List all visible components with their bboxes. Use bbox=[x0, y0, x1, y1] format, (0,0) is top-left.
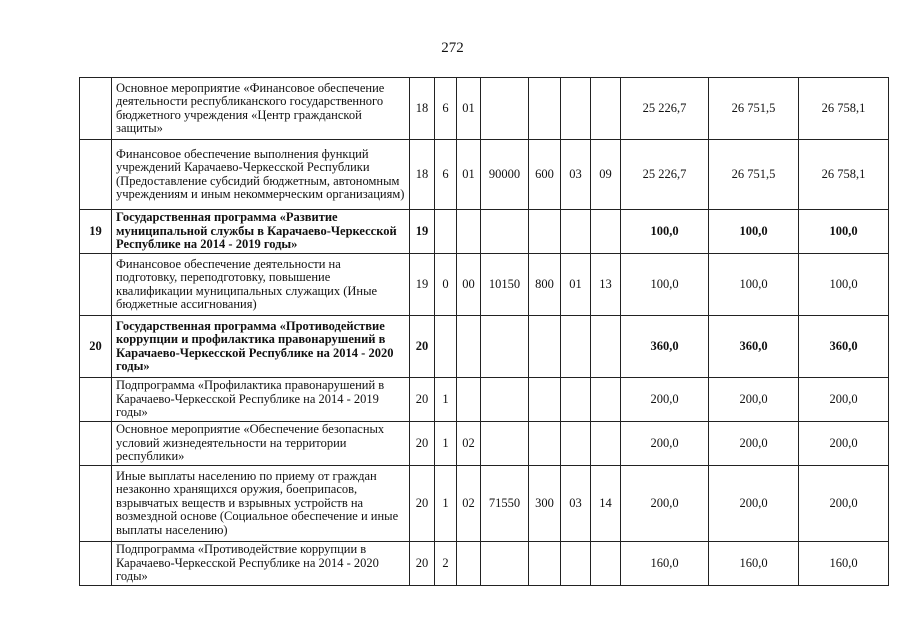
program-code-cell: 18 bbox=[410, 140, 435, 210]
row-number-cell bbox=[80, 78, 112, 140]
section-cell bbox=[561, 422, 591, 466]
program-name-cell: Государственная программа «Противодействие коррупции и профилактика правонарушений в Карачаево-Черкесской Республике на 2014 - 2020 годы» bbox=[112, 316, 410, 378]
section-cell: 01 bbox=[561, 254, 591, 316]
program-code-cell: 19 bbox=[410, 210, 435, 254]
amount-year1-cell: 360,0 bbox=[621, 316, 709, 378]
subsection-cell: 09 bbox=[591, 140, 621, 210]
program-code-cell: 20 bbox=[410, 422, 435, 466]
amount-year1-cell: 100,0 bbox=[621, 210, 709, 254]
amount-year2-cell: 100,0 bbox=[709, 210, 799, 254]
direction-code-cell bbox=[481, 378, 529, 422]
amount-year1-cell: 100,0 bbox=[621, 254, 709, 316]
subsection-cell: 13 bbox=[591, 254, 621, 316]
amount-year3-cell: 200,0 bbox=[799, 466, 889, 542]
amount-year2-cell: 200,0 bbox=[709, 466, 799, 542]
subsection-cell bbox=[591, 210, 621, 254]
program-code-cell: 20 bbox=[410, 542, 435, 586]
program-name-cell: Подпрограмма «Противодействие коррупции в Карачаево-Черкесской Республике на 2014 - 2020 годы» bbox=[112, 542, 410, 586]
row-number-cell: 20 bbox=[80, 316, 112, 378]
section-cell: 03 bbox=[561, 140, 591, 210]
direction-code-cell bbox=[481, 542, 529, 586]
amount-year3-cell: 200,0 bbox=[799, 422, 889, 466]
table-row bbox=[80, 542, 889, 586]
amount-year3-cell: 100,0 bbox=[799, 210, 889, 254]
amount-year2-cell: 26 751,5 bbox=[709, 78, 799, 140]
expense-type-cell bbox=[529, 316, 561, 378]
expense-type-cell bbox=[529, 542, 561, 586]
section-cell bbox=[561, 78, 591, 140]
row-number-cell: 19 bbox=[80, 210, 112, 254]
program-name-cell: Основное мероприятие «Финансовое обеспечение деятельности республиканского государственного бюджетного учреждения «Центр гражданской защиты» bbox=[112, 78, 410, 140]
amount-year3-cell: 200,0 bbox=[799, 378, 889, 422]
expense-type-cell bbox=[529, 378, 561, 422]
table-row bbox=[80, 140, 889, 210]
program-name-cell: Государственная программа «Развитие муниципальной службы в Карачаево-Черкесской Республике на 2014 - 2019 годы» bbox=[112, 210, 410, 254]
amount-year2-cell: 200,0 bbox=[709, 422, 799, 466]
expense-type-cell bbox=[529, 210, 561, 254]
expense-type-cell bbox=[529, 78, 561, 140]
section-cell: 03 bbox=[561, 466, 591, 542]
row-number-cell bbox=[80, 254, 112, 316]
program-name-cell: Основное мероприятие «Обеспечение безопасных условий жизнедеятельности на территории республики» bbox=[112, 422, 410, 466]
direction-code-cell bbox=[481, 422, 529, 466]
activity-code-cell bbox=[457, 378, 481, 422]
subprogram-code-cell bbox=[435, 316, 457, 378]
program-code-cell: 20 bbox=[410, 316, 435, 378]
section-cell bbox=[561, 542, 591, 586]
row-number-cell bbox=[80, 378, 112, 422]
program-code-cell: 18 bbox=[410, 78, 435, 140]
program-name-cell: Финансовое обеспечение выполнения функций учреждений Карачаево-Черкесской Республики (Предоставление субсидий бюджетным, автономным учреждениям и иным некоммерческим организациям) bbox=[112, 140, 410, 210]
subsection-cell bbox=[591, 542, 621, 586]
amount-year3-cell: 26 758,1 bbox=[799, 78, 889, 140]
amount-year3-cell: 360,0 bbox=[799, 316, 889, 378]
table-row bbox=[80, 316, 889, 378]
section-cell bbox=[561, 378, 591, 422]
amount-year3-cell: 26 758,1 bbox=[799, 140, 889, 210]
direction-code-cell: 90000 bbox=[481, 140, 529, 210]
amount-year1-cell: 200,0 bbox=[621, 422, 709, 466]
row-number-cell bbox=[80, 422, 112, 466]
amount-year1-cell: 200,0 bbox=[621, 378, 709, 422]
subsection-cell bbox=[591, 316, 621, 378]
activity-code-cell bbox=[457, 210, 481, 254]
amount-year3-cell: 100,0 bbox=[799, 254, 889, 316]
activity-code-cell bbox=[457, 316, 481, 378]
amount-year1-cell: 25 226,7 bbox=[621, 140, 709, 210]
amount-year1-cell: 25 226,7 bbox=[621, 78, 709, 140]
amount-year2-cell: 360,0 bbox=[709, 316, 799, 378]
subsection-cell bbox=[591, 378, 621, 422]
amount-year2-cell: 160,0 bbox=[709, 542, 799, 586]
subsection-cell bbox=[591, 422, 621, 466]
subprogram-code-cell bbox=[435, 210, 457, 254]
table-row bbox=[80, 78, 889, 140]
table-row bbox=[80, 466, 889, 542]
amount-year1-cell: 160,0 bbox=[621, 542, 709, 586]
direction-code-cell bbox=[481, 316, 529, 378]
row-number-cell bbox=[80, 466, 112, 542]
subprogram-code-cell: 1 bbox=[435, 422, 457, 466]
activity-code-cell: 01 bbox=[457, 78, 481, 140]
table-row bbox=[80, 254, 889, 316]
activity-code-cell: 02 bbox=[457, 422, 481, 466]
amount-year2-cell: 26 751,5 bbox=[709, 140, 799, 210]
subprogram-code-cell: 0 bbox=[435, 254, 457, 316]
page-number: 272 bbox=[441, 40, 464, 56]
table-body bbox=[80, 78, 889, 586]
subsection-cell: 14 bbox=[591, 466, 621, 542]
amount-year1-cell: 200,0 bbox=[621, 466, 709, 542]
subprogram-code-cell: 2 bbox=[435, 542, 457, 586]
amount-year3-cell: 160,0 bbox=[799, 542, 889, 586]
expense-type-cell: 600 bbox=[529, 140, 561, 210]
direction-code-cell: 71550 bbox=[481, 466, 529, 542]
budget-table bbox=[79, 77, 889, 586]
program-name-cell: Иные выплаты населению по приему от граждан незаконно хранящихся оружия, боеприпасов, взрывчатых веществ и взрывных устройств на возмездной основе (Социальное обеспечение и иные выплаты населению) bbox=[112, 466, 410, 542]
table-row bbox=[80, 422, 889, 466]
table-row bbox=[80, 210, 889, 254]
subprogram-code-cell: 6 bbox=[435, 78, 457, 140]
subprogram-code-cell: 1 bbox=[435, 466, 457, 542]
row-number-cell bbox=[80, 140, 112, 210]
direction-code-cell: 10150 bbox=[481, 254, 529, 316]
subsection-cell bbox=[591, 78, 621, 140]
amount-year2-cell: 200,0 bbox=[709, 378, 799, 422]
expense-type-cell: 300 bbox=[529, 466, 561, 542]
activity-code-cell bbox=[457, 542, 481, 586]
section-cell bbox=[561, 210, 591, 254]
subprogram-code-cell: 1 bbox=[435, 378, 457, 422]
amount-year2-cell: 100,0 bbox=[709, 254, 799, 316]
activity-code-cell: 02 bbox=[457, 466, 481, 542]
program-name-cell: Финансовое обеспечение деятельности на подготовку, переподготовку, повышение квалификации муниципальных служащих (Иные бюджетные ассигнования) bbox=[112, 254, 410, 316]
expense-type-cell bbox=[529, 422, 561, 466]
expense-type-cell: 800 bbox=[529, 254, 561, 316]
subprogram-code-cell: 6 bbox=[435, 140, 457, 210]
program-name-cell: Подпрограмма «Профилактика правонарушений в Карачаево-Черкесской Республике на 2014 - 2019 годы» bbox=[112, 378, 410, 422]
program-code-cell: 20 bbox=[410, 466, 435, 542]
program-code-cell: 19 bbox=[410, 254, 435, 316]
program-code-cell: 20 bbox=[410, 378, 435, 422]
section-cell bbox=[561, 316, 591, 378]
activity-code-cell: 01 bbox=[457, 140, 481, 210]
activity-code-cell: 00 bbox=[457, 254, 481, 316]
row-number-cell bbox=[80, 542, 112, 586]
direction-code-cell bbox=[481, 210, 529, 254]
table-row bbox=[80, 378, 889, 422]
direction-code-cell bbox=[481, 78, 529, 140]
